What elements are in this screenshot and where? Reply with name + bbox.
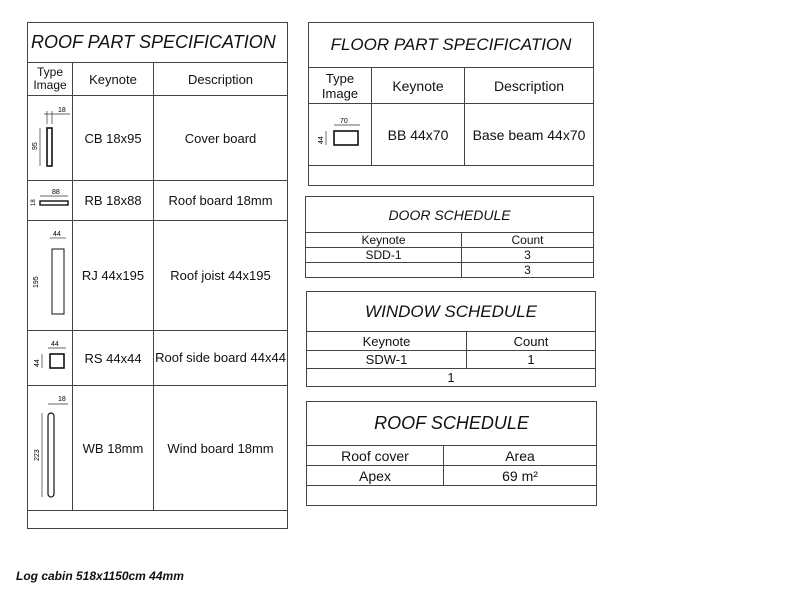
floor-part-specification-table (308, 22, 594, 186)
svg-text:44: 44 (318, 135, 325, 144)
svg-text:44: 44 (53, 230, 61, 238)
roof-part-title: ROOF PART SPECIFICATION (28, 23, 288, 63)
description-cell: Cover board (154, 96, 288, 181)
area-cell: 69 m² (444, 466, 597, 486)
header-roof-cover: Roof cover (307, 446, 444, 466)
keynote-cell: SDW-1 (307, 351, 467, 369)
total-row (306, 263, 594, 278)
description-cell: Roof joist 44x195 (154, 221, 288, 331)
roof-side-board-profile-icon (28, 331, 73, 386)
cover-board-profile-icon (28, 96, 73, 181)
table-row (307, 351, 596, 369)
roof-schedule-title: ROOF SCHEDULE (307, 402, 597, 446)
table-row (28, 221, 288, 331)
door-schedule-title: DOOR SCHEDULE (306, 197, 594, 233)
keynote-cell: SDD-1 (306, 248, 462, 263)
wind-board-profile-icon (28, 386, 73, 511)
roof-cover-cell: Apex (307, 466, 444, 486)
total-count-cell: 1 (307, 369, 596, 387)
door-schedule-table (305, 196, 594, 278)
svg-text:70: 70 (340, 117, 348, 125)
table-row (307, 466, 597, 486)
svg-text:18: 18 (31, 198, 37, 206)
header-description: Description (154, 63, 288, 96)
svg-text:88: 88 (52, 188, 60, 196)
table-row (28, 331, 288, 386)
empty-row (28, 511, 288, 529)
header-keynote: Keynote (372, 68, 465, 104)
header-keynote: Keynote (307, 332, 467, 351)
roof-part-specification-table (27, 22, 288, 529)
base-beam-profile-icon (309, 104, 372, 166)
count-cell: 1 (467, 351, 596, 369)
table-row (28, 386, 288, 511)
floor-part-title: FLOOR PART SPECIFICATION (309, 23, 594, 68)
table-row (309, 104, 594, 166)
svg-text:18: 18 (58, 396, 66, 403)
keynote-cell: CB 18x95 (73, 96, 154, 181)
keynote-cell: BB 44x70 (372, 104, 465, 166)
svg-text:44: 44 (34, 359, 41, 367)
header-area: Area (444, 446, 597, 466)
description-cell: Roof side board 44x44 (154, 331, 288, 386)
window-schedule-title: WINDOW SCHEDULE (307, 292, 596, 332)
count-cell: 3 (462, 248, 594, 263)
header-description: Description (465, 68, 594, 104)
roof-board-profile-icon (28, 181, 73, 221)
svg-text:195: 195 (33, 275, 40, 288)
total-row (307, 369, 596, 387)
svg-text:44: 44 (51, 341, 59, 348)
keynote-cell: RB 18x88 (73, 181, 154, 221)
header-type-image: Type Image (309, 68, 372, 104)
table-row (28, 96, 288, 181)
header-keynote: Keynote (73, 63, 154, 96)
table-row (28, 181, 288, 221)
table-row (306, 248, 594, 263)
description-cell: Base beam 44x70 (465, 104, 594, 166)
svg-text:223: 223 (34, 449, 41, 461)
description-cell: Roof board 18mm (154, 181, 288, 221)
keynote-cell: RJ 44x195 (73, 221, 154, 331)
header-keynote: Keynote (306, 233, 462, 248)
empty-row (307, 486, 597, 506)
keynote-cell: RS 44x44 (73, 331, 154, 386)
total-count-cell: 3 (462, 263, 594, 278)
roof-schedule-table (306, 401, 597, 506)
footer-note: Log cabin 518x1150cm 44mm (16, 569, 184, 583)
svg-text:95: 95 (32, 142, 39, 150)
roof-joist-profile-icon (28, 221, 73, 331)
window-schedule-table (306, 291, 596, 387)
description-cell: Wind board 18mm (154, 386, 288, 511)
svg-text:18: 18 (58, 107, 66, 114)
empty-row (309, 166, 594, 186)
header-type-image: Type Image (28, 63, 73, 96)
keynote-cell: WB 18mm (73, 386, 154, 511)
header-count: Count (462, 233, 594, 248)
header-count: Count (467, 332, 596, 351)
